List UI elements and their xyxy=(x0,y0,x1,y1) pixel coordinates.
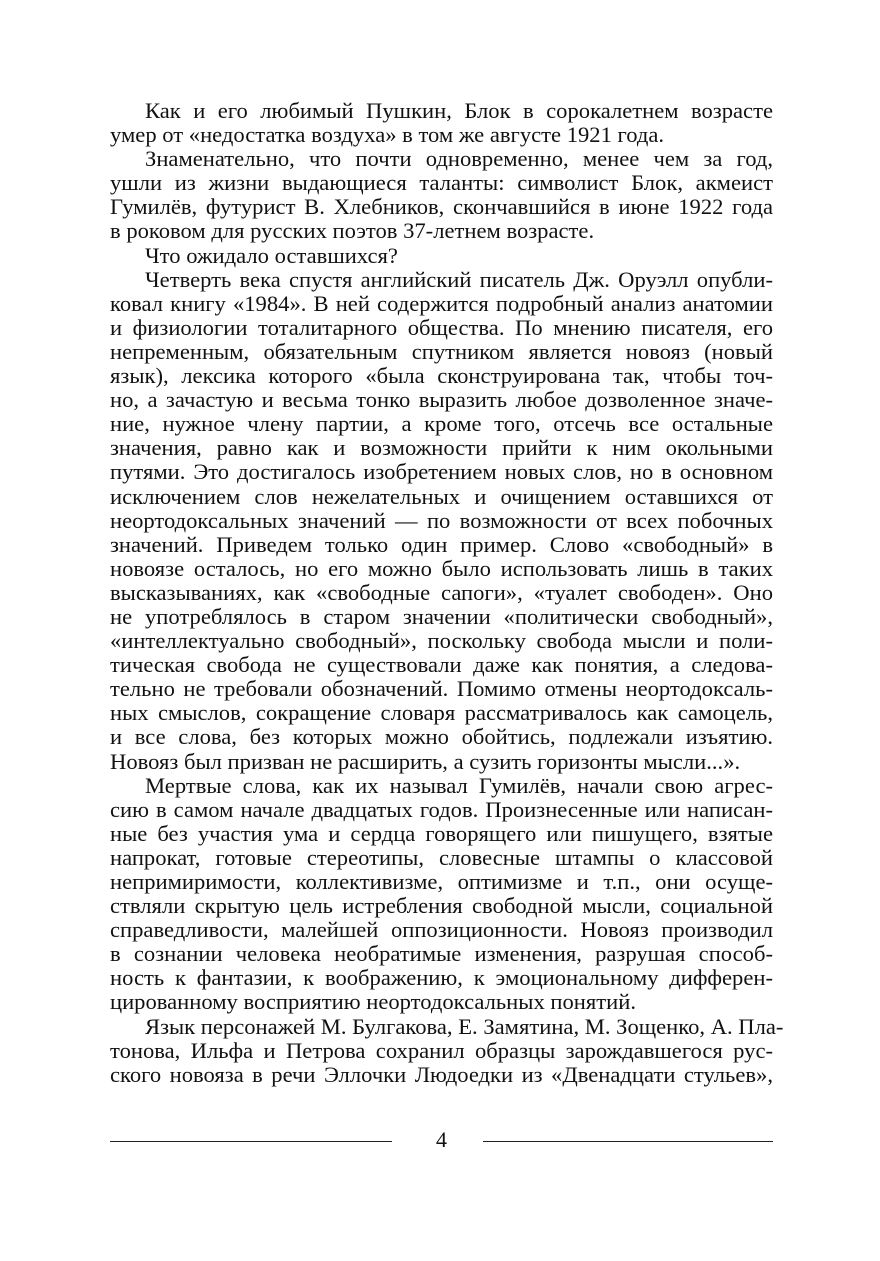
paragraph xyxy=(110,1013,784,1087)
text-line: Язык персонажей М. Булгакова, Е. Замятина, М. Зощенко, А. Пла- xyxy=(145,1013,784,1039)
text-line: новоязе осталось, но его можно было использовать лишь в таких xyxy=(110,555,773,581)
text-line: умер от «недостатка воздуха» в том же августе 1921 года. xyxy=(110,122,665,148)
text-line: Мертвые слова, как их называл Гумилёв, начали свою агрес- xyxy=(145,772,773,798)
text-line: сию в самом начале двадцатых годов. Произнесенные или написан- xyxy=(110,796,773,822)
text-line: значений. Приведем только один пример. Слово «свободный» в xyxy=(110,531,773,557)
text-line: тонова, Ильфа и Петрова сохранил образцы зарождавшегося рус- xyxy=(110,1037,773,1063)
text-line: Четверть века спустя английский писатель Дж. Оруэлл опубли- xyxy=(145,266,773,292)
text-line: тическая свобода не существовали даже как понятия, а следова- xyxy=(110,652,773,678)
book-page-text xyxy=(110,98,784,1087)
text-line: неортодоксальных значений — по возможности от всех побочных xyxy=(110,507,773,533)
text-line: Как и его любимый Пушкин, Блок в сорокалетнем возрасте xyxy=(145,98,773,123)
text-line: непременным, обязательным спутником является новояз (новый xyxy=(110,338,773,364)
text-line: ность к фантазии, к воображению, к эмоциональному дифферен- xyxy=(110,965,773,991)
paragraph xyxy=(110,244,773,268)
text-line: и все слова, без которых можно обойтись, подлежали изъятию. xyxy=(110,724,773,750)
text-line: непримиримости, коллективизме, оптимизме и т.п., они осуще- xyxy=(110,869,773,894)
text-line: язык), лексика которого «была сконструирована так, чтобы точ- xyxy=(110,363,773,389)
paragraph xyxy=(110,99,773,147)
text-line: Что ожидало оставшихся? xyxy=(145,242,398,268)
text-line: исключением слов нежелательных и очищением оставшихся от xyxy=(110,483,773,509)
text-line: но, а зачастую и весьма тонко выразить любое дозволенное значе- xyxy=(110,387,773,413)
paragraph xyxy=(110,147,773,243)
text-line: в сознании человека необратимые изменения, разрушая способ- xyxy=(110,941,773,967)
footer-rule-right xyxy=(483,1141,773,1142)
page-footer xyxy=(110,1127,773,1163)
text-line: тельно не требовали обозначений. Помимо отмены неортодоксаль- xyxy=(110,676,773,702)
text-line: напрокат, готовые стереотипы, словесные штампы о классовой xyxy=(110,844,773,870)
page-number: 4 xyxy=(436,1127,447,1152)
text-line: ных смыслов, сокращение словаря рассматривалось как самоцель, xyxy=(110,700,773,726)
text-line: Новояз был призван не расширить, а сузить горизонты мысли...». xyxy=(110,748,741,774)
text-line: «интеллектуально свободный», поскольку свобода мысли и поли- xyxy=(110,628,773,654)
text-line: ствляли скрытую цель истребления свободной мысли, социальной xyxy=(110,893,773,919)
text-line: не употреблялось в старом значении «политически свободный», xyxy=(110,603,773,629)
text-line: цированному восприятию неортодоксальных понятий. xyxy=(110,989,636,1015)
text-line: ковал книгу «1984». В ней содержится подробный анализ анатомии xyxy=(110,290,773,316)
text-line: путями. Это достигалось изобретением новых слов, но в основном xyxy=(110,459,773,485)
text-line: ского новояза в речи Эллочки Людоедки из «Двенадцати стульев», xyxy=(110,1061,773,1087)
text-line: ние, нужное члену партии, а кроме того, отсечь все остальные xyxy=(110,411,773,437)
text-line: ные без участия ума и сердца говорящего или пишущего, взятые xyxy=(110,820,773,846)
text-line: в роковом для русских поэтов 37-летнем возрасте. xyxy=(110,218,595,244)
text-line: ушли из жизни выдающиеся таланты: символист Блок, акмеист xyxy=(110,170,773,196)
text-line: Гумилёв, футурист В. Хлебников, скончавшийся в июне 1922 года xyxy=(110,194,773,220)
paragraph xyxy=(110,774,773,1015)
text-line: Знаменательно, что почти одновременно, менее чем за год, xyxy=(145,146,773,172)
text-line: и физиологии тоталитарного общества. По мнению писателя, его xyxy=(110,314,773,340)
text-line: высказываниях, как «свободные сапоги», «туалет свободен». Оно xyxy=(110,579,773,605)
text-line: справедливости, малейшей оппозиционности. Новояз производил xyxy=(110,917,773,943)
text-line: значения, равно как и возможности прийти к ним окольными xyxy=(110,435,773,461)
paragraph xyxy=(110,268,773,774)
